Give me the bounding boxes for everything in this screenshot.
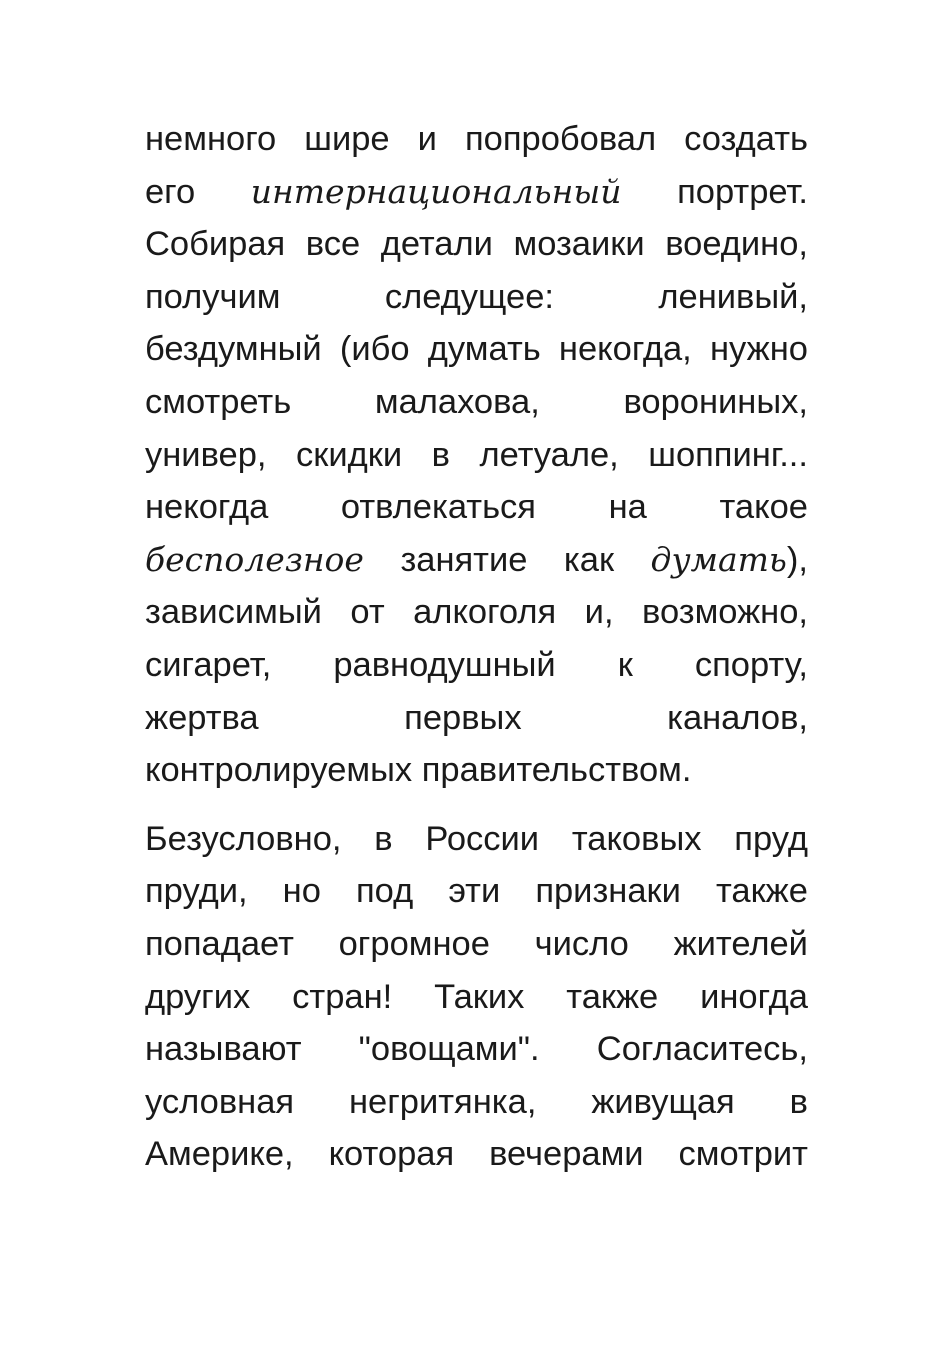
word: воедино,: [665, 225, 808, 264]
text-line: [145, 429, 808, 482]
word: попробовал: [464, 120, 657, 158]
word: универ,: [145, 435, 267, 474]
word: эти: [448, 872, 501, 911]
word: в: [431, 435, 450, 474]
word: в: [374, 819, 393, 858]
word: как: [563, 540, 615, 579]
word: следущее:: [384, 277, 554, 316]
text-line: [145, 1128, 808, 1181]
word: сигарет,: [145, 645, 272, 684]
word: живущая: [591, 1082, 735, 1121]
word: ворониных,: [623, 382, 808, 421]
text-line: [145, 813, 808, 866]
word: под: [355, 872, 414, 911]
word: условная: [145, 1082, 295, 1121]
word: алкоголя: [413, 593, 557, 632]
paragraph-2: [145, 813, 808, 1181]
word: Безусловно,: [145, 819, 342, 858]
text-line: [145, 166, 808, 219]
word: мозаики: [513, 225, 645, 264]
word: занятие: [400, 540, 528, 579]
word: и,: [584, 593, 614, 632]
word: портрет.: [677, 172, 808, 211]
line-text: контролируемых правительством.: [145, 751, 692, 790]
word: шоппинг...: [648, 435, 808, 474]
word: вечерами: [489, 1135, 644, 1174]
italic-word: бесполезное: [145, 539, 364, 579]
word: к: [617, 645, 633, 684]
word: но: [282, 872, 321, 911]
word: такое: [719, 488, 808, 527]
text-line: [145, 586, 808, 639]
word: шире: [304, 120, 390, 158]
word: получим: [145, 277, 281, 316]
word: смотрит: [678, 1135, 808, 1174]
word: бездумный: [145, 330, 322, 369]
text-line: [145, 1076, 808, 1129]
word: в: [789, 1082, 808, 1121]
word: "овощами".: [358, 1030, 540, 1069]
word-group: [651, 534, 808, 587]
paragraph-1: [145, 113, 808, 797]
text-line: [145, 113, 808, 166]
italic-word: думать: [650, 539, 787, 579]
text-line: [145, 481, 808, 534]
word: ленивый,: [658, 277, 808, 316]
paragraph-gap: [145, 797, 808, 813]
word: негритянка,: [348, 1082, 537, 1121]
word: таковых: [571, 819, 702, 858]
word: огромное: [338, 924, 490, 963]
word: детали: [380, 225, 493, 264]
word: пруди,: [145, 872, 248, 911]
word: иногда: [700, 977, 808, 1016]
word: скидки: [295, 435, 403, 474]
italic-word: интернациональный: [250, 171, 622, 211]
word: жертва: [145, 698, 259, 737]
word: немного: [145, 120, 277, 158]
word: думать: [427, 330, 541, 369]
text-line: [145, 918, 808, 971]
word: малахова,: [374, 382, 540, 421]
word: жителей: [673, 924, 808, 963]
word: (ибо: [339, 330, 410, 369]
text-line: [145, 534, 808, 587]
text-line: [145, 271, 808, 324]
word: каналов,: [667, 698, 808, 737]
word: отвлекаться: [340, 488, 536, 527]
word: некогда,: [558, 330, 692, 369]
word: возможно,: [642, 593, 808, 632]
word: равнодушный: [333, 645, 556, 684]
text-line-last: [145, 744, 808, 797]
text-line: [145, 692, 808, 745]
word: Таких: [434, 977, 525, 1016]
word: пруд: [734, 819, 808, 858]
word: зависимый: [145, 593, 322, 632]
word: все: [305, 225, 361, 264]
text-line: [145, 376, 808, 429]
word: признаки: [535, 872, 681, 911]
word: которая: [328, 1135, 455, 1174]
text-line: [145, 218, 808, 271]
word: России: [425, 819, 540, 858]
word: и: [417, 120, 437, 158]
word: Америке,: [145, 1135, 294, 1174]
word: первых: [404, 698, 522, 737]
word: нужно: [709, 330, 808, 369]
word: летуале,: [479, 435, 619, 474]
word: называют: [145, 1030, 302, 1069]
text-line: [145, 971, 808, 1024]
word: число: [534, 924, 629, 963]
word: некогда: [145, 488, 269, 527]
word: создать: [684, 120, 808, 158]
word: Согласитесь,: [596, 1030, 808, 1069]
word: смотреть: [145, 382, 292, 421]
punctuation: ),: [786, 540, 808, 579]
text-line: [145, 1023, 808, 1076]
text-line: [145, 323, 808, 376]
word: также: [566, 977, 659, 1016]
word: от: [350, 593, 385, 632]
word: на: [608, 488, 647, 527]
word: его: [145, 172, 196, 211]
text-line: [145, 639, 808, 692]
word: других: [145, 977, 251, 1016]
word: также: [715, 872, 808, 911]
word: попадает: [145, 924, 294, 963]
word: спорту,: [694, 645, 808, 684]
body-text: [145, 113, 808, 1181]
word: Собирая: [145, 225, 286, 264]
text-line: [145, 865, 808, 918]
word: стран!: [292, 977, 393, 1016]
